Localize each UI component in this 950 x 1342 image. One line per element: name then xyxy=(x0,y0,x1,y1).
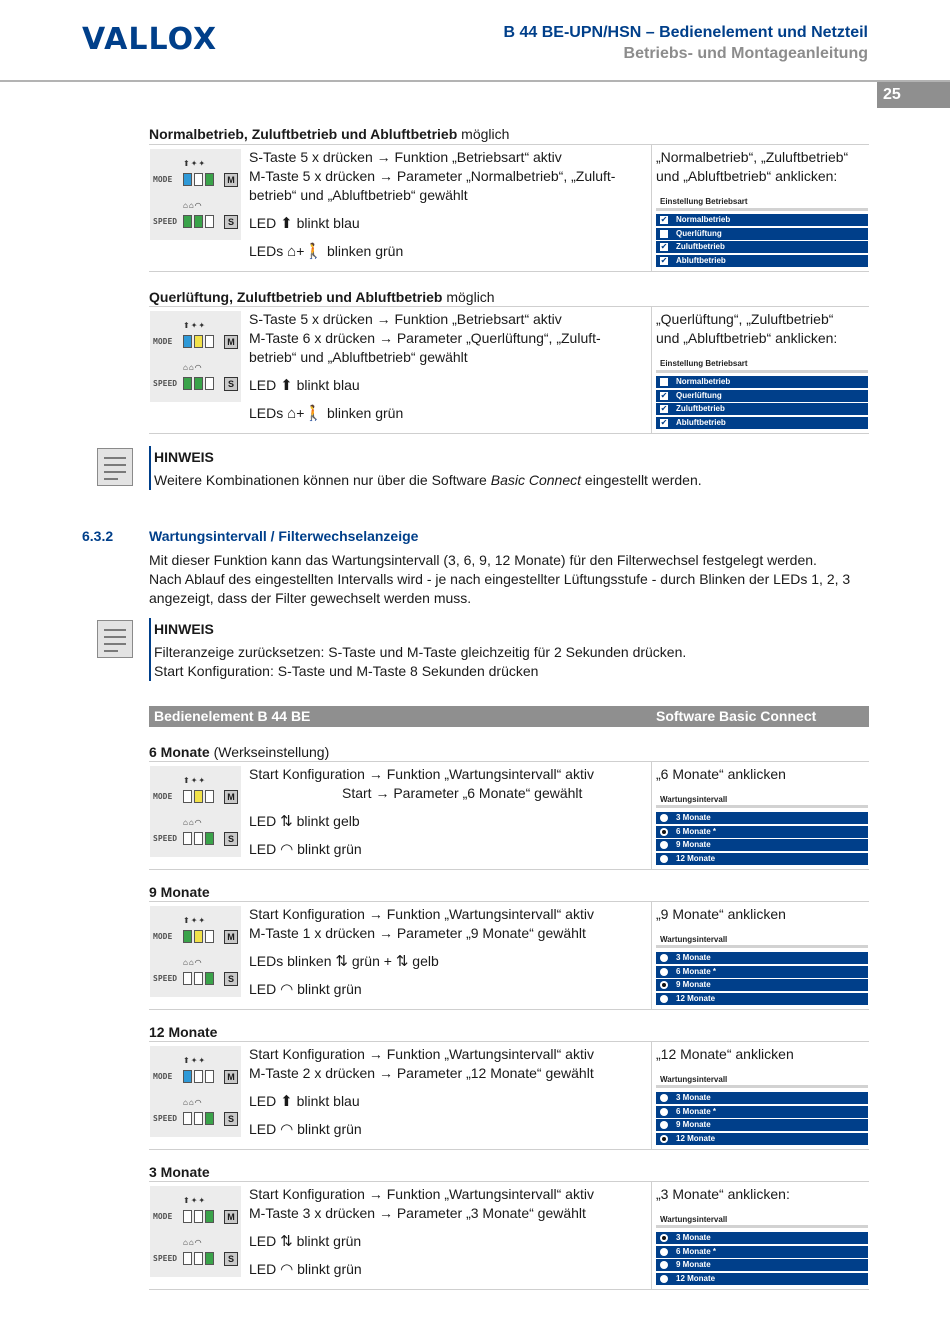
section-title: Wartungsintervall / Filterwechselanzeige xyxy=(149,528,419,544)
radio-empty-icon[interactable] xyxy=(660,1248,668,1256)
control-panel: MODE ⬆✦✦ M SPEED ⌂⌂◠ S xyxy=(150,1046,241,1137)
table-header xyxy=(149,706,869,727)
updown-arrows-icon: ⇅ xyxy=(280,1233,293,1250)
settings-title: Wartungsintervall xyxy=(660,1215,728,1224)
rule xyxy=(149,1149,869,1150)
checkbox-checked-icon[interactable]: ✔ xyxy=(660,390,668,400)
settings-option[interactable] xyxy=(656,255,868,267)
paragraph-line: Nach Ablauf des eingestellten Intervalls wird - je nach eingestellter Lüftungsstufe - durch Blinken der LEDs 1, 2, 3 xyxy=(149,571,851,587)
option-label: 3 Monate xyxy=(676,953,711,962)
instruction-line: Start → Parameter „6 Monate“ gewählt xyxy=(342,785,583,801)
led-status-line: LED ◠ blinkt grün xyxy=(249,1121,362,1138)
interval-heading: 3 Monate xyxy=(149,1164,210,1180)
led-status-line: LEDs blinken ⇅ grün + ⇅ gelb xyxy=(249,953,439,970)
settings-option[interactable] xyxy=(656,812,868,824)
settings-title: Wartungsintervall xyxy=(660,935,728,944)
instruction-line: betrieb“ und „Abluftbetrieb“ gewählt xyxy=(249,349,468,365)
option-label: 3 Monate xyxy=(676,1093,711,1102)
radio-empty-icon[interactable] xyxy=(660,1261,668,1269)
checkbox-checked-icon[interactable]: ✔ xyxy=(660,242,668,251)
vallox-logo: VALLOX xyxy=(82,22,218,57)
rule xyxy=(149,144,869,145)
option-label: Zuluftbetrieb xyxy=(676,242,725,251)
note-icon xyxy=(97,620,133,658)
note-title: HINWEIS xyxy=(154,621,214,637)
rule xyxy=(149,306,869,307)
settings-option[interactable] xyxy=(656,993,868,1005)
instruction-line: M-Taste 5 x drücken → Parameter „Normalbetrieb“, „Zuluft- xyxy=(249,168,616,184)
person-icon: 🚶 xyxy=(304,405,324,422)
option-label: Abluftbetrieb xyxy=(676,255,726,265)
checkbox-checked-icon[interactable]: ✔ xyxy=(660,255,668,265)
settings-option[interactable] xyxy=(656,1119,868,1131)
instruction-line: betrieb“ und „Abluftbetrieb“ gewählt xyxy=(249,187,468,203)
updown-arrows-icon: ⇅ xyxy=(335,953,348,970)
software-instruction: „9 Monate“ anklicken xyxy=(656,906,786,922)
software-instruction: „12 Monate“ anklicken xyxy=(656,1046,794,1062)
option-label: 9 Monate xyxy=(676,1260,711,1269)
instruction-line: Start Konfiguration → Funktion „Wartungsintervall“ aktiv xyxy=(249,766,594,782)
settings-option[interactable] xyxy=(656,1246,868,1258)
column-divider xyxy=(651,1182,652,1289)
led-status-line: LED ◠ blinkt grün xyxy=(249,981,362,998)
option-label: 9 Monate xyxy=(676,840,711,849)
option-label: 9 Monate xyxy=(676,1120,711,1129)
option-label: 3 Monate xyxy=(676,813,711,822)
settings-option[interactable] xyxy=(656,403,868,415)
arrow-up-icon: ⇅ xyxy=(395,953,409,970)
led-status-line: LED ⬆ blinkt blau xyxy=(249,215,360,232)
option-label: 9 Monate xyxy=(676,980,711,989)
software-instruction: und „Abluftbetrieb“ anklicken: xyxy=(656,168,838,184)
house-icon: ⌂ xyxy=(287,405,297,422)
settings-option[interactable] xyxy=(656,376,868,388)
radio-empty-icon[interactable] xyxy=(660,814,668,822)
radio-empty-icon[interactable] xyxy=(660,1108,668,1116)
arrow-up-icon: ⬆ xyxy=(280,215,293,232)
settings-title: Einstellung Betriebsart xyxy=(660,359,748,368)
rule xyxy=(149,1009,869,1010)
note-text: Start Konfiguration: S-Taste und M-Taste 8 Sekunden drücken xyxy=(154,663,539,679)
control-panel: MODE ⬆✦✦ M SPEED ⌂⌂◠ S xyxy=(150,766,241,857)
column-divider xyxy=(651,1042,652,1149)
radio-empty-icon[interactable] xyxy=(660,954,668,962)
rule xyxy=(149,271,869,272)
settings-divider xyxy=(656,370,868,373)
control-panel: MODE ⬆✦✦ M SPEED ⌂⌂◠ S xyxy=(150,149,241,240)
radio-empty-icon[interactable] xyxy=(660,968,668,976)
gauge-icon: ◠ xyxy=(280,1121,294,1138)
option-label: Querlüftung xyxy=(676,228,722,238)
house-icon: ⌂ xyxy=(287,243,297,260)
settings-option[interactable] xyxy=(656,1133,868,1145)
settings-option[interactable] xyxy=(656,1232,868,1244)
settings-divider xyxy=(656,1225,868,1228)
paragraph-line: angezeigt, dass der Filter gewechselt werden muss. xyxy=(149,590,472,606)
radio-empty-icon[interactable] xyxy=(660,841,668,849)
led-status-line: LEDs ⌂+🚶 blinken grün xyxy=(249,405,404,422)
led-status-line: LEDs ⌂+🚶 blinken grün xyxy=(249,243,404,260)
arrow-up-icon: ⬆ xyxy=(280,377,293,394)
radio-empty-icon[interactable] xyxy=(660,855,668,863)
block1-heading: Normalbetrieb, Zuluftbetrieb und Abluftbetrieb möglich xyxy=(149,126,510,142)
option-label: 12 Monate xyxy=(676,993,716,1003)
instruction-line: Start Konfiguration → Funktion „Wartungsintervall“ aktiv xyxy=(249,1046,594,1062)
instruction-line: S-Taste 5 x drücken → Funktion „Betriebsart“ aktiv xyxy=(249,311,562,327)
document-subtitle: Betriebs- und Montageanleitung xyxy=(623,45,868,62)
led-status-line: LED ⇅ blinkt gelb xyxy=(249,813,360,830)
note-accent-bar xyxy=(149,618,151,681)
settings-option[interactable] xyxy=(656,826,868,838)
instruction-line: S-Taste 5 x drücken → Funktion „Betriebsart“ aktiv xyxy=(249,149,562,165)
led-status-line: LED ⬆ blinkt blau xyxy=(249,377,360,394)
settings-option[interactable] xyxy=(656,979,868,991)
radio-empty-icon[interactable] xyxy=(660,1275,668,1283)
option-label: 3 Monate xyxy=(676,1233,711,1242)
settings-option[interactable] xyxy=(656,1106,868,1118)
led-status-line: LED ⇅ blinkt grün xyxy=(249,1233,362,1250)
radio-selected-icon[interactable] xyxy=(660,1135,668,1143)
note-title: HINWEIS xyxy=(154,449,214,465)
option-label: Normalbetrieb xyxy=(676,215,731,224)
settings-option[interactable] xyxy=(656,241,868,253)
column-divider xyxy=(651,902,652,1009)
rule xyxy=(149,869,869,870)
settings-divider xyxy=(656,945,868,948)
option-label: 6 Monate * xyxy=(676,826,717,836)
option-label: 6 Monate * xyxy=(676,1246,717,1256)
checkbox-checked-icon[interactable]: ✔ xyxy=(660,417,668,427)
instruction-line: M-Taste 2 x drücken → Parameter „12 Monate“ gewählt xyxy=(249,1065,594,1081)
interval-heading: 9 Monate xyxy=(149,884,210,900)
interval-heading: 6 Monate (Werkseinstellung) xyxy=(149,744,330,760)
settings-title: Einstellung Betriebsart xyxy=(660,197,748,206)
note-text: Weitere Kombinationen können nur über die Software Basic Connect eingestellt werden. xyxy=(154,472,702,488)
option-label: 6 Monate * xyxy=(676,966,717,976)
settings-option[interactable] xyxy=(656,417,868,429)
gauge-icon: ◠ xyxy=(280,1261,294,1278)
option-label: Normalbetrieb xyxy=(676,377,731,386)
checkbox-checked-icon[interactable]: ✔ xyxy=(660,404,668,413)
person-icon: 🚶 xyxy=(304,243,324,260)
instruction-line: M-Taste 6 x drücken → Parameter „Querlüftung“, „Zuluft- xyxy=(249,330,601,346)
software-instruction: „6 Monate“ anklicken xyxy=(656,766,786,782)
section-number: 6.3.2 xyxy=(82,528,114,544)
option-label: 12 Monate xyxy=(676,853,716,863)
radio-empty-icon[interactable] xyxy=(660,995,668,1003)
settings-option[interactable] xyxy=(656,214,868,226)
option-label: 12 Monate xyxy=(676,1133,716,1143)
note-icon xyxy=(97,448,133,486)
radio-selected-icon[interactable] xyxy=(660,828,668,836)
column-divider xyxy=(651,307,652,433)
rule xyxy=(149,761,869,762)
settings-option[interactable] xyxy=(656,853,868,865)
software-instruction: „3 Monate“ anklicken: xyxy=(656,1186,790,1202)
option-label: Zuluftbetrieb xyxy=(676,404,725,413)
radio-empty-icon[interactable] xyxy=(660,1121,668,1129)
led-status-line: LED ◠ blinkt grün xyxy=(249,841,362,858)
gauge-icon: ◠ xyxy=(280,981,294,998)
document-title: B 44 BE-UPN/HSN – Bedienelement und Netzteil xyxy=(503,24,868,41)
settings-option[interactable] xyxy=(656,1092,868,1104)
control-panel: MODE ⬆✦✦ M SPEED ⌂⌂◠ S xyxy=(150,1186,241,1277)
page-header xyxy=(0,0,950,82)
instruction-line: Start Konfiguration → Funktion „Wartungsintervall“ aktiv xyxy=(249,906,594,922)
option-label: Abluftbetrieb xyxy=(676,417,726,427)
settings-option[interactable] xyxy=(656,839,868,851)
rule xyxy=(149,901,869,902)
option-label: 12 Monate xyxy=(676,1273,716,1283)
settings-divider xyxy=(656,208,868,211)
settings-divider xyxy=(656,1085,868,1088)
option-label: Querlüftung xyxy=(676,390,722,400)
software-instruction: und „Abluftbetrieb“ anklicken: xyxy=(656,330,838,346)
software-instruction: „Querlüftung“, „Zuluftbetrieb“ xyxy=(656,311,834,327)
column-divider xyxy=(651,762,652,869)
instruction-line: M-Taste 1 x drücken → Parameter „9 Monate“ gewählt xyxy=(249,925,586,941)
table-header-right: Software Basic Connect xyxy=(656,708,817,724)
column-divider xyxy=(651,145,652,271)
note-text: Filteranzeige zurücksetzen: S-Taste und M-Taste gleichzeitig für 2 Sekunden drücken. xyxy=(154,644,687,660)
rule xyxy=(149,1041,869,1042)
settings-option[interactable] xyxy=(656,966,868,978)
settings-option[interactable] xyxy=(656,390,868,402)
rule xyxy=(149,433,869,434)
rule xyxy=(149,1181,869,1182)
settings-option[interactable] xyxy=(656,952,868,964)
settings-title: Wartungsintervall xyxy=(660,1075,728,1084)
radio-selected-icon[interactable] xyxy=(660,981,668,989)
radio-selected-icon[interactable] xyxy=(660,1234,668,1242)
note-accent-bar xyxy=(149,446,151,490)
settings-option[interactable] xyxy=(656,228,868,240)
rule xyxy=(149,1289,869,1290)
control-panel: MODE ⬆✦✦ M SPEED ⌂⌂◠ S xyxy=(150,311,241,402)
control-panel: MODE ⬆✦✦ M SPEED ⌂⌂◠ S xyxy=(150,906,241,997)
paragraph-line: Mit dieser Funktion kann das Wartungsintervall (3, 6, 9, 12 Monate) für den Filterwechsel festgelegt werden. xyxy=(149,552,817,568)
checkbox-checked-icon[interactable]: ✔ xyxy=(660,215,668,224)
instruction-line: Start Konfiguration → Funktion „Wartungsintervall“ aktiv xyxy=(249,1186,594,1202)
radio-empty-icon[interactable] xyxy=(660,1094,668,1102)
updown-arrows-icon: ⇅ xyxy=(280,813,293,830)
block2-heading: Querlüftung, Zuluftbetrieb und Abluftbetrieb möglich xyxy=(149,289,495,305)
checkbox-empty-icon[interactable] xyxy=(660,230,668,238)
interval-heading: 12 Monate xyxy=(149,1024,218,1040)
software-instruction: „Normalbetrieb“, „Zuluftbetrieb“ xyxy=(656,149,849,165)
instruction-line: M-Taste 3 x drücken → Parameter „3 Monate“ gewählt xyxy=(249,1205,586,1221)
arrow-up-icon: ⬆ xyxy=(280,1093,293,1110)
gauge-icon: ◠ xyxy=(280,841,294,858)
table-header-left: Bedienelement B 44 BE xyxy=(154,708,311,724)
checkbox-empty-icon[interactable] xyxy=(660,378,668,386)
settings-option[interactable] xyxy=(656,1259,868,1271)
option-label: 6 Monate * xyxy=(676,1106,717,1116)
led-status-line: LED ◠ blinkt grün xyxy=(249,1261,362,1278)
led-status-line: LED ⬆ blinkt blau xyxy=(249,1093,360,1110)
settings-option[interactable] xyxy=(656,1273,868,1285)
settings-title: Wartungsintervall xyxy=(660,795,728,804)
settings-divider xyxy=(656,805,868,808)
page-number: 25 xyxy=(877,82,950,108)
